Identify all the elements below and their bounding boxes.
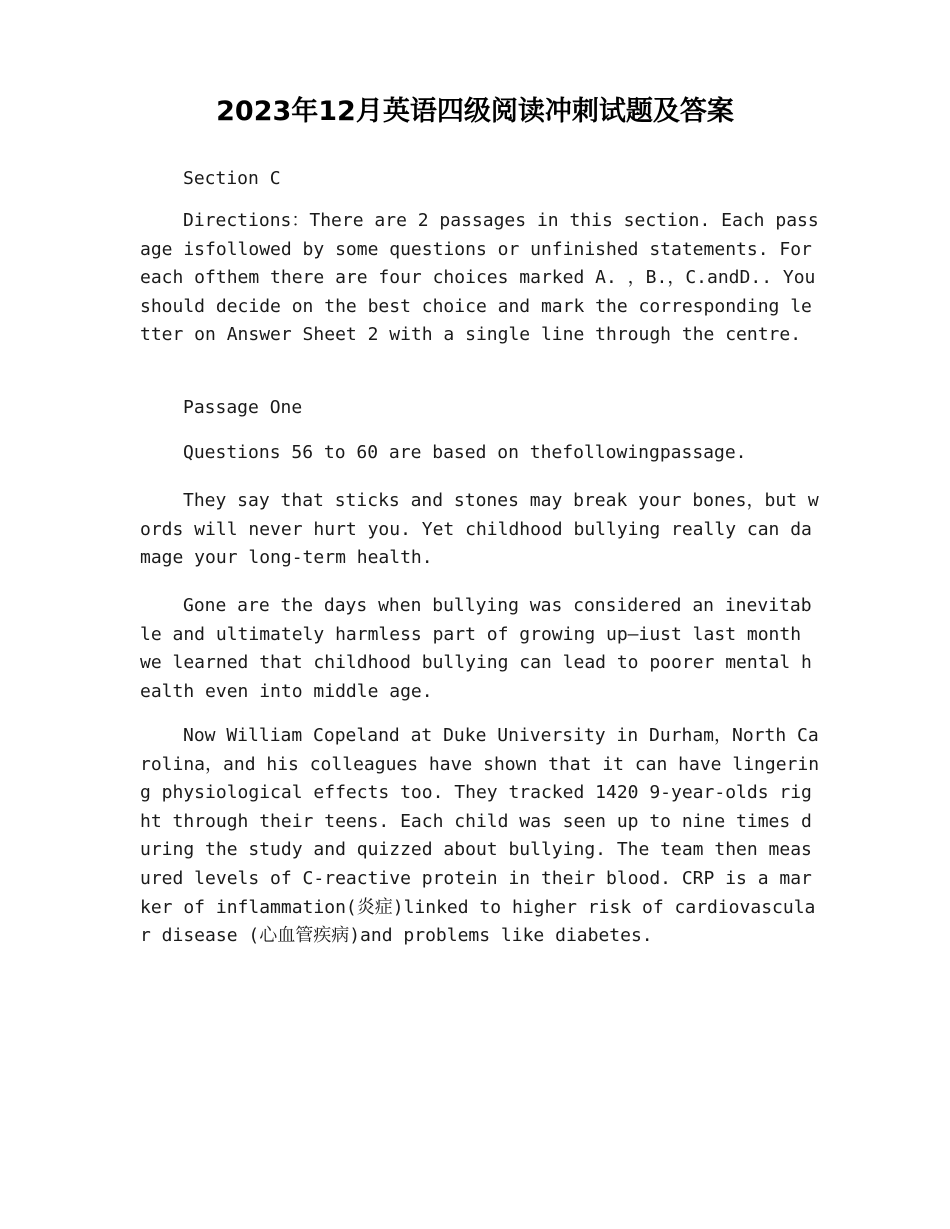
passage-label: Passage One [183, 397, 303, 418]
questions-intro: Questions 56 to 60 are based on thefollowingpassage. [183, 442, 747, 463]
passage-paragraph: Gone are the days when bullying was considered an inevitable and ultimately harmless part of growing up—iust last month we learned that childhood bullying can lead to poorer mental health even into middle age. [140, 595, 812, 702]
passage-paragraph: Now William Copeland at Duke University in Durham，North Carolina，and his colleagues have shown that it can have lingering physiological effects too. They tracked 1420 9-year-olds right through their teens. Each child was seen up to nine times during the study and quizzed about bullying. The team then measured levels of C-reactive protein in their blood. CRP is a marker of inflammation(炎症)linked to higher risk of cardiovascular disease (心血管疾病)and problems like diabetes. [140, 725, 820, 947]
directions-paragraph: Directions：There are 2 passages in this section. Each passage isfollowed by some questions or unfinished statements. For each ofthem there are four choices marked A. ，B.，C.andD.. You should decide on the best choice and mark the corresponding letter on Answer Sheet 2 with a single line through the centre. [140, 210, 819, 346]
section-heading: Section C [183, 168, 281, 189]
document-title: 2023年12月英语四级阅读冲刺试题及答案 [216, 96, 734, 127]
passage-paragraph: They say that sticks and stones may break your bones，but words will never hurt you. Yet childhood bullying really can damage your long-term health. [140, 490, 819, 569]
